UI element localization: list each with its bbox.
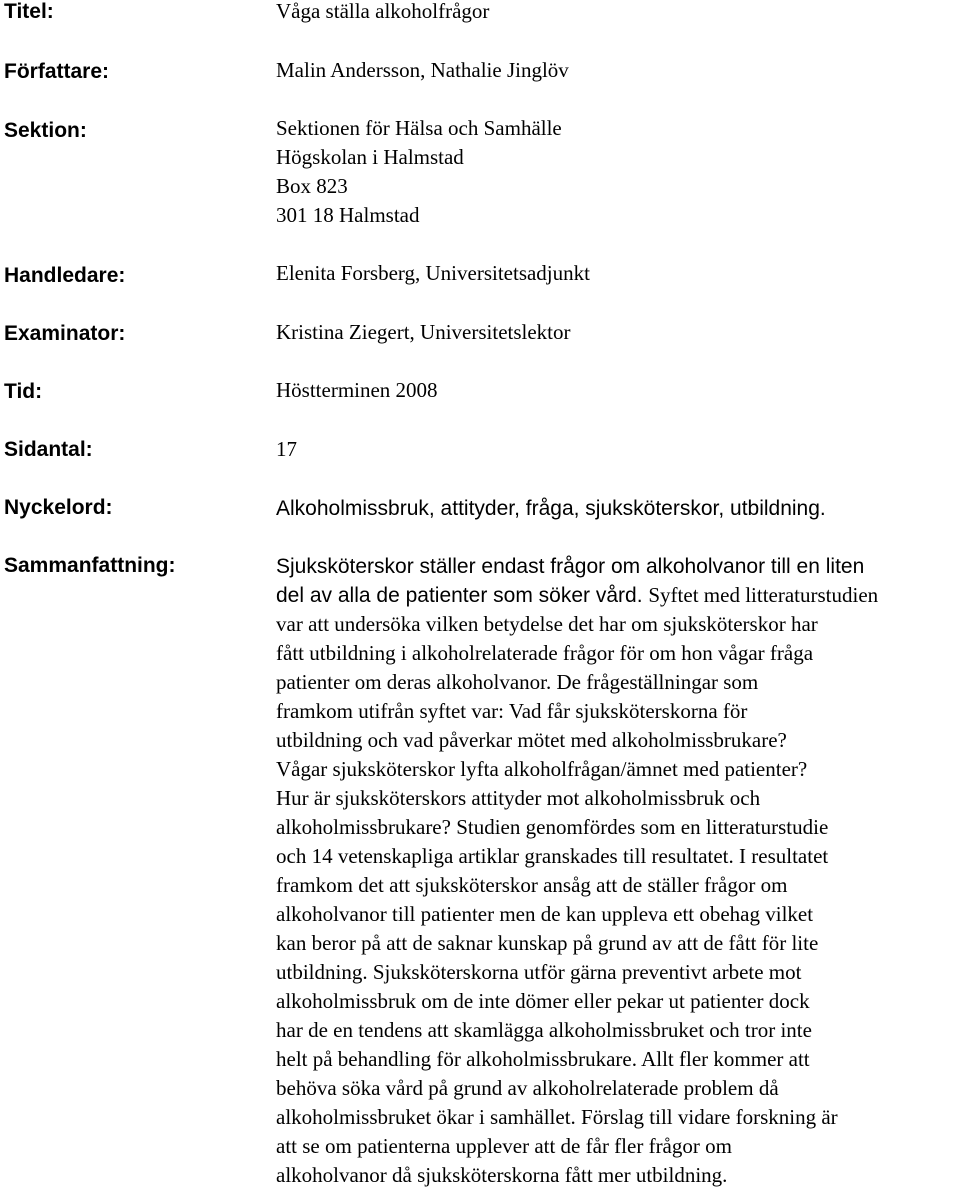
value-keywords: Alkoholmissbruk, attityder, fråga, sjuksköterskor, utbildning. xyxy=(276,497,826,520)
summary-segment: utbildning och vad påverkar mötet med alkoholmissbrukare? xyxy=(276,728,787,752)
summary-segment: behöva söka vård på grund av alkoholrelaterade problem då xyxy=(276,1076,779,1100)
summary-line xyxy=(276,871,958,900)
summary-segment: Förslag till vidare forskning är xyxy=(581,1105,838,1129)
summary-segment: Syftet med litteraturstudien xyxy=(648,583,879,607)
summary-line xyxy=(276,987,958,1016)
value-examiner: Kristina Ziegert, Universitetslektor xyxy=(276,320,571,344)
summary-line xyxy=(276,1045,958,1074)
section-line: 301 18 Halmstad xyxy=(276,203,420,227)
summary-segment: fått utbildning i alkoholrelaterade frågor för om hon vågar fråga xyxy=(276,641,814,665)
label-pages: Sidantal: xyxy=(4,438,93,461)
summary-segment: patienter om deras alkoholvanor. xyxy=(276,670,557,694)
summary-segment: framkom utifrån syftet var: Vad får sjuksköterskorna för xyxy=(276,699,748,723)
summary-segment: Studien genomfördes som en litteraturstudie xyxy=(456,815,829,839)
summary-segment: helt på behandling för alkoholmissbrukare. xyxy=(276,1047,642,1071)
summary-segment: att se om patienterna upplever att de får fler frågor om xyxy=(276,1134,732,1158)
summary-line xyxy=(276,552,958,581)
section-line: Sektionen för Hälsa och Samhälle xyxy=(276,116,562,140)
summary-segment: alkoholmissbruket ökar i samhället. xyxy=(276,1105,582,1129)
value-section xyxy=(276,114,562,230)
summary-segment: alkoholvanor då sjuksköterskorna fått mer utbildning. xyxy=(276,1163,728,1187)
label-time: Tid: xyxy=(4,380,43,403)
summary-line xyxy=(276,755,958,784)
summary-line xyxy=(276,1016,958,1045)
summary-line xyxy=(276,1074,958,1103)
label-section: Sektion: xyxy=(4,119,87,142)
summary-segment: alkoholmissbrukare? xyxy=(276,815,457,839)
summary-segment: De frågeställningar som xyxy=(556,670,759,694)
summary-segment: alkoholmissbruk om de inte dömer eller pekar ut patienter dock xyxy=(276,989,810,1013)
summary-segment: Sjuksköterskor ställer endast frågor om alkoholvanor till en liten xyxy=(276,555,865,578)
summary-segment: utbildning. xyxy=(276,960,373,984)
summary-segment: och 14 vetenskapliga artiklar granskades till resultatet. xyxy=(276,844,740,868)
value-pages: 17 xyxy=(276,437,297,461)
summary-segment: Sjuksköterskorna utför gärna preventivt arbete mot xyxy=(372,960,802,984)
summary-segment: I resultatet xyxy=(739,844,829,868)
section-line: Box 823 xyxy=(276,174,348,198)
summary-line xyxy=(276,668,958,697)
summary-line xyxy=(276,929,958,958)
summary-line xyxy=(276,581,958,610)
value-supervisor: Elenita Forsberg, Universitetsadjunkt xyxy=(276,261,590,285)
value-time: Höstterminen 2008 xyxy=(276,378,438,402)
summary-line xyxy=(276,784,958,813)
value-title: Våga ställa alkoholfrågor xyxy=(276,0,490,23)
summary-line xyxy=(276,842,958,871)
label-title: Titel: xyxy=(4,0,54,23)
section-line: Högskolan i Halmstad xyxy=(276,145,464,169)
summary-line xyxy=(276,697,958,726)
summary-line xyxy=(276,639,958,668)
summary-segment: Vågar sjuksköterskor lyfta alkoholfrågan/ämnet med patienter? xyxy=(276,757,808,781)
value-authors: Malin Andersson, Nathalie Jinglöv xyxy=(276,58,569,82)
label-examiner: Examinator: xyxy=(4,322,126,345)
summary-text xyxy=(276,552,958,1190)
label-authors: Författare: xyxy=(4,60,110,83)
summary-segment: del av alla de patienter som söker vård. xyxy=(276,584,649,607)
label-summary: Sammanfattning: xyxy=(4,554,176,577)
summary-line xyxy=(276,1103,958,1132)
summary-segment: var att undersöka vilken betydelse det har om sjuksköterskor har xyxy=(276,612,818,636)
summary-line xyxy=(276,1132,958,1161)
summary-segment: Hur är sjuksköterskors attityder mot alkoholmissbruk och xyxy=(276,786,761,810)
summary-segment: framkom det att sjuksköterskor ansåg att de ställer frågor om xyxy=(276,873,788,897)
summary-segment: alkoholvanor till patienter men de kan uppleva ett obehag vilket xyxy=(276,902,814,926)
summary-line xyxy=(276,900,958,929)
summary-line xyxy=(276,813,958,842)
label-keywords: Nyckelord: xyxy=(4,496,113,519)
summary-line xyxy=(276,1161,958,1190)
label-supervisor: Handledare: xyxy=(4,264,126,287)
summary-segment: Allt fler kommer att xyxy=(641,1047,810,1071)
summary-line xyxy=(276,726,958,755)
summary-segment: har de en tendens att skamlägga alkoholmissbruket och tror inte xyxy=(276,1018,812,1042)
summary-line xyxy=(276,958,958,987)
summary-segment: kan beror på att de saknar kunskap på grund av att de fått för lite xyxy=(276,931,819,955)
summary-line xyxy=(276,610,958,639)
